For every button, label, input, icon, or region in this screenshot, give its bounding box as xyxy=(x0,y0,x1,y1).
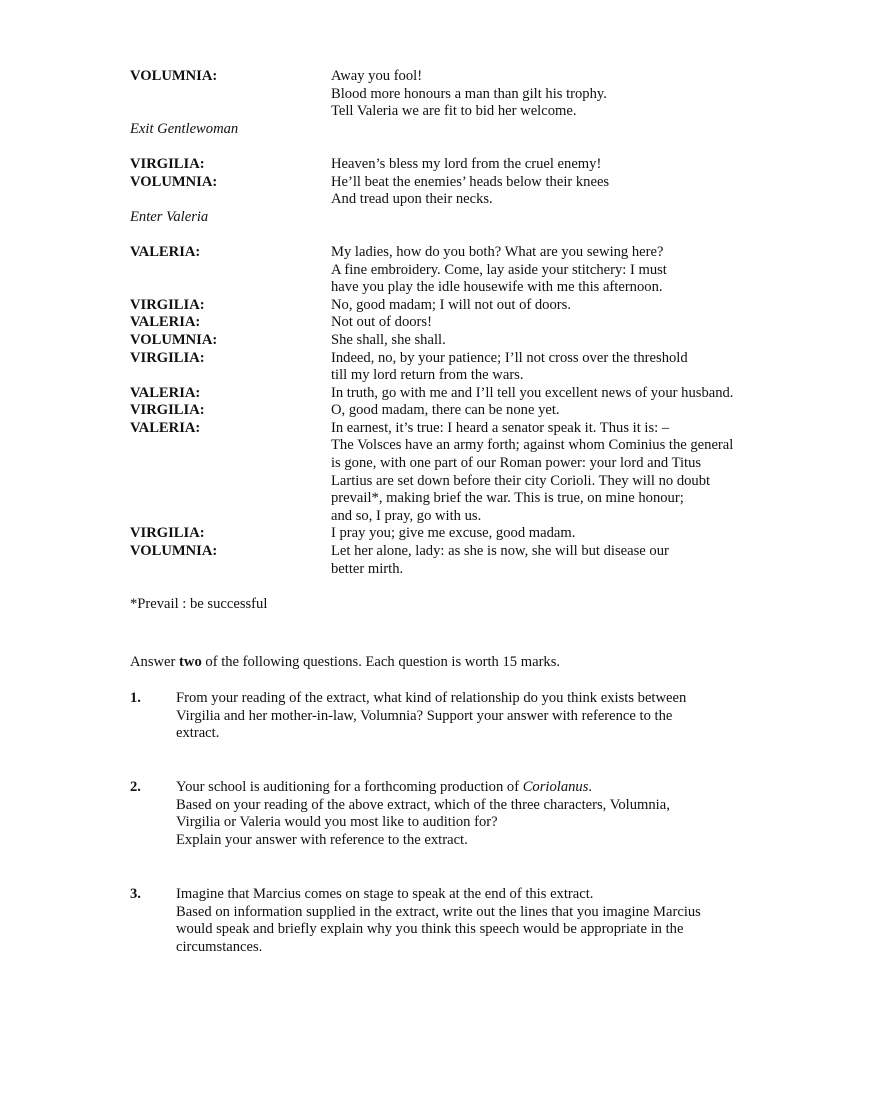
script-line xyxy=(130,525,770,543)
dialogue-text: No, good madam; I will not out of doors. xyxy=(331,296,571,313)
dialogue-text: have you play the idle housewife with me this afternoon. xyxy=(331,279,663,296)
instructions-emphasis: two xyxy=(179,654,202,670)
script-line xyxy=(130,543,770,561)
script-line xyxy=(130,68,770,86)
dialogue-text: till my lord return from the wars. xyxy=(331,367,524,384)
document-page xyxy=(130,68,770,955)
speaker-name: VALERIA: xyxy=(130,314,201,331)
speaker-name: VIRGILIA: xyxy=(130,349,205,366)
dialogue-text: Blood more honours a man than gilt his trophy. xyxy=(331,85,607,102)
script-line xyxy=(130,103,770,121)
speaker-name: VIRGILIA: xyxy=(130,155,205,172)
dialogue-text: The Volsces have an army forth; against whom Cominius the general xyxy=(331,437,734,454)
dialogue-text: And tread upon their necks. xyxy=(331,191,493,208)
dialogue-text: is gone, with one part of our Roman power: your lord and Titus xyxy=(331,455,702,472)
question-text: Imagine that Marcius comes on stage to speak at the end of this extract. Based on information supplied in the extract, write out the lines that you imagine Marcius would speak and briefly explain why you think this speech would be appropriate in the circumstances. xyxy=(176,886,701,955)
script-line xyxy=(130,367,770,385)
script-line xyxy=(130,561,770,579)
dialogue-text: She shall, she shall. xyxy=(331,331,446,348)
speaker-name: VIRGILIA: xyxy=(130,402,205,419)
speaker-name: VOLUMNIA: xyxy=(130,331,218,348)
footnote: *Prevail : be successful xyxy=(130,595,268,612)
script-line xyxy=(130,385,770,403)
speaker-name: VIRGILIA: xyxy=(130,296,205,313)
dialogue-text: A fine embroidery. Come, lay aside your stitchery: I must xyxy=(331,261,667,278)
speaker-name: VIRGILIA: xyxy=(130,525,205,542)
dialogue-text: Indeed, no, by your patience; I’ll not cross over the threshold xyxy=(331,349,688,366)
script-line xyxy=(130,402,770,420)
script-line xyxy=(130,86,770,104)
dialogue-text: prevail*, making brief the war. This is true, on mine honour; xyxy=(331,490,684,507)
script-line xyxy=(130,332,770,350)
question-3 xyxy=(130,886,770,956)
script-line xyxy=(130,508,770,526)
speaker-name: VALERIA: xyxy=(130,243,201,260)
dialogue-text: Heaven’s bless my lord from the cruel enemy! xyxy=(331,155,602,172)
dialogue-text: Away you fool! xyxy=(331,68,423,84)
dialogue-text: My ladies, how do you both? What are you sewing here? xyxy=(331,243,664,260)
script-line xyxy=(130,244,770,262)
question-1 xyxy=(130,690,770,743)
script-line xyxy=(130,262,770,280)
script-line xyxy=(130,174,770,192)
script-line xyxy=(130,455,770,473)
script-line xyxy=(130,156,770,174)
stage-direction: Enter Valeria xyxy=(130,208,209,225)
question-2 xyxy=(130,779,770,849)
dialogue-text: In earnest, it’s true: I heard a senator speak it. Thus it is: – xyxy=(331,419,670,436)
dialogue-text: Not out of doors! xyxy=(331,314,432,331)
speaker-name: VOLUMNIA: xyxy=(130,173,218,190)
stage-direction: Exit Gentlewoman xyxy=(130,120,239,137)
script-line xyxy=(130,420,770,438)
speaker-name: VALERIA: xyxy=(130,384,201,401)
script-line xyxy=(130,437,770,455)
script-line xyxy=(130,314,770,332)
speaker-name: VOLUMNIA: xyxy=(130,68,218,84)
speaker-name: VALERIA: xyxy=(130,419,201,436)
play-title: Coriolanus xyxy=(522,779,589,795)
dialogue-text: He’ll beat the enemies’ heads below their knees xyxy=(331,173,610,190)
speaker-name: VOLUMNIA: xyxy=(130,543,218,560)
script-line xyxy=(130,279,770,297)
dialogue-text: better mirth. xyxy=(331,560,404,577)
dialogue-text: O, good madam, there can be none yet. xyxy=(331,402,560,419)
script-line xyxy=(130,350,770,368)
script-line xyxy=(130,473,770,491)
question-number: 3. xyxy=(130,886,141,902)
question-number: 1. xyxy=(130,690,141,706)
dialogue-text: In truth, go with me and I’ll tell you excellent news of your husband. xyxy=(331,384,734,401)
dialogue-text: Tell Valeria we are fit to bid her welcome. xyxy=(331,103,577,120)
dialogue-text: I pray you; give me excuse, good madam. xyxy=(331,525,576,542)
script-line xyxy=(130,297,770,315)
dialogue-text: Let her alone, lady: as she is now, she will but disease our xyxy=(331,543,669,560)
script-line xyxy=(130,490,770,508)
dialogue-text: and so, I pray, go with us. xyxy=(331,507,482,524)
instructions: Answer two of the following questions. Each question is worth 15 marks. xyxy=(130,654,561,670)
dialogue-text: Lartius are set down before their city Corioli. They will no doubt xyxy=(331,472,711,489)
question-text: Your school is auditioning for a forthcoming production of Coriolanus. Based on your reading of the above extract, which of the three characters, Volumnia, Virgilia or Valeria would you most like to audition for? Explain your answer with reference to the extract. xyxy=(176,779,670,848)
question-text: From your reading of the extract, what kind of relationship do you think exists between Virgilia and her mother-in-law, Volumnia? Support your answer with reference to the extract. xyxy=(176,690,687,742)
script-line xyxy=(130,191,770,209)
question-number: 2. xyxy=(130,779,141,795)
